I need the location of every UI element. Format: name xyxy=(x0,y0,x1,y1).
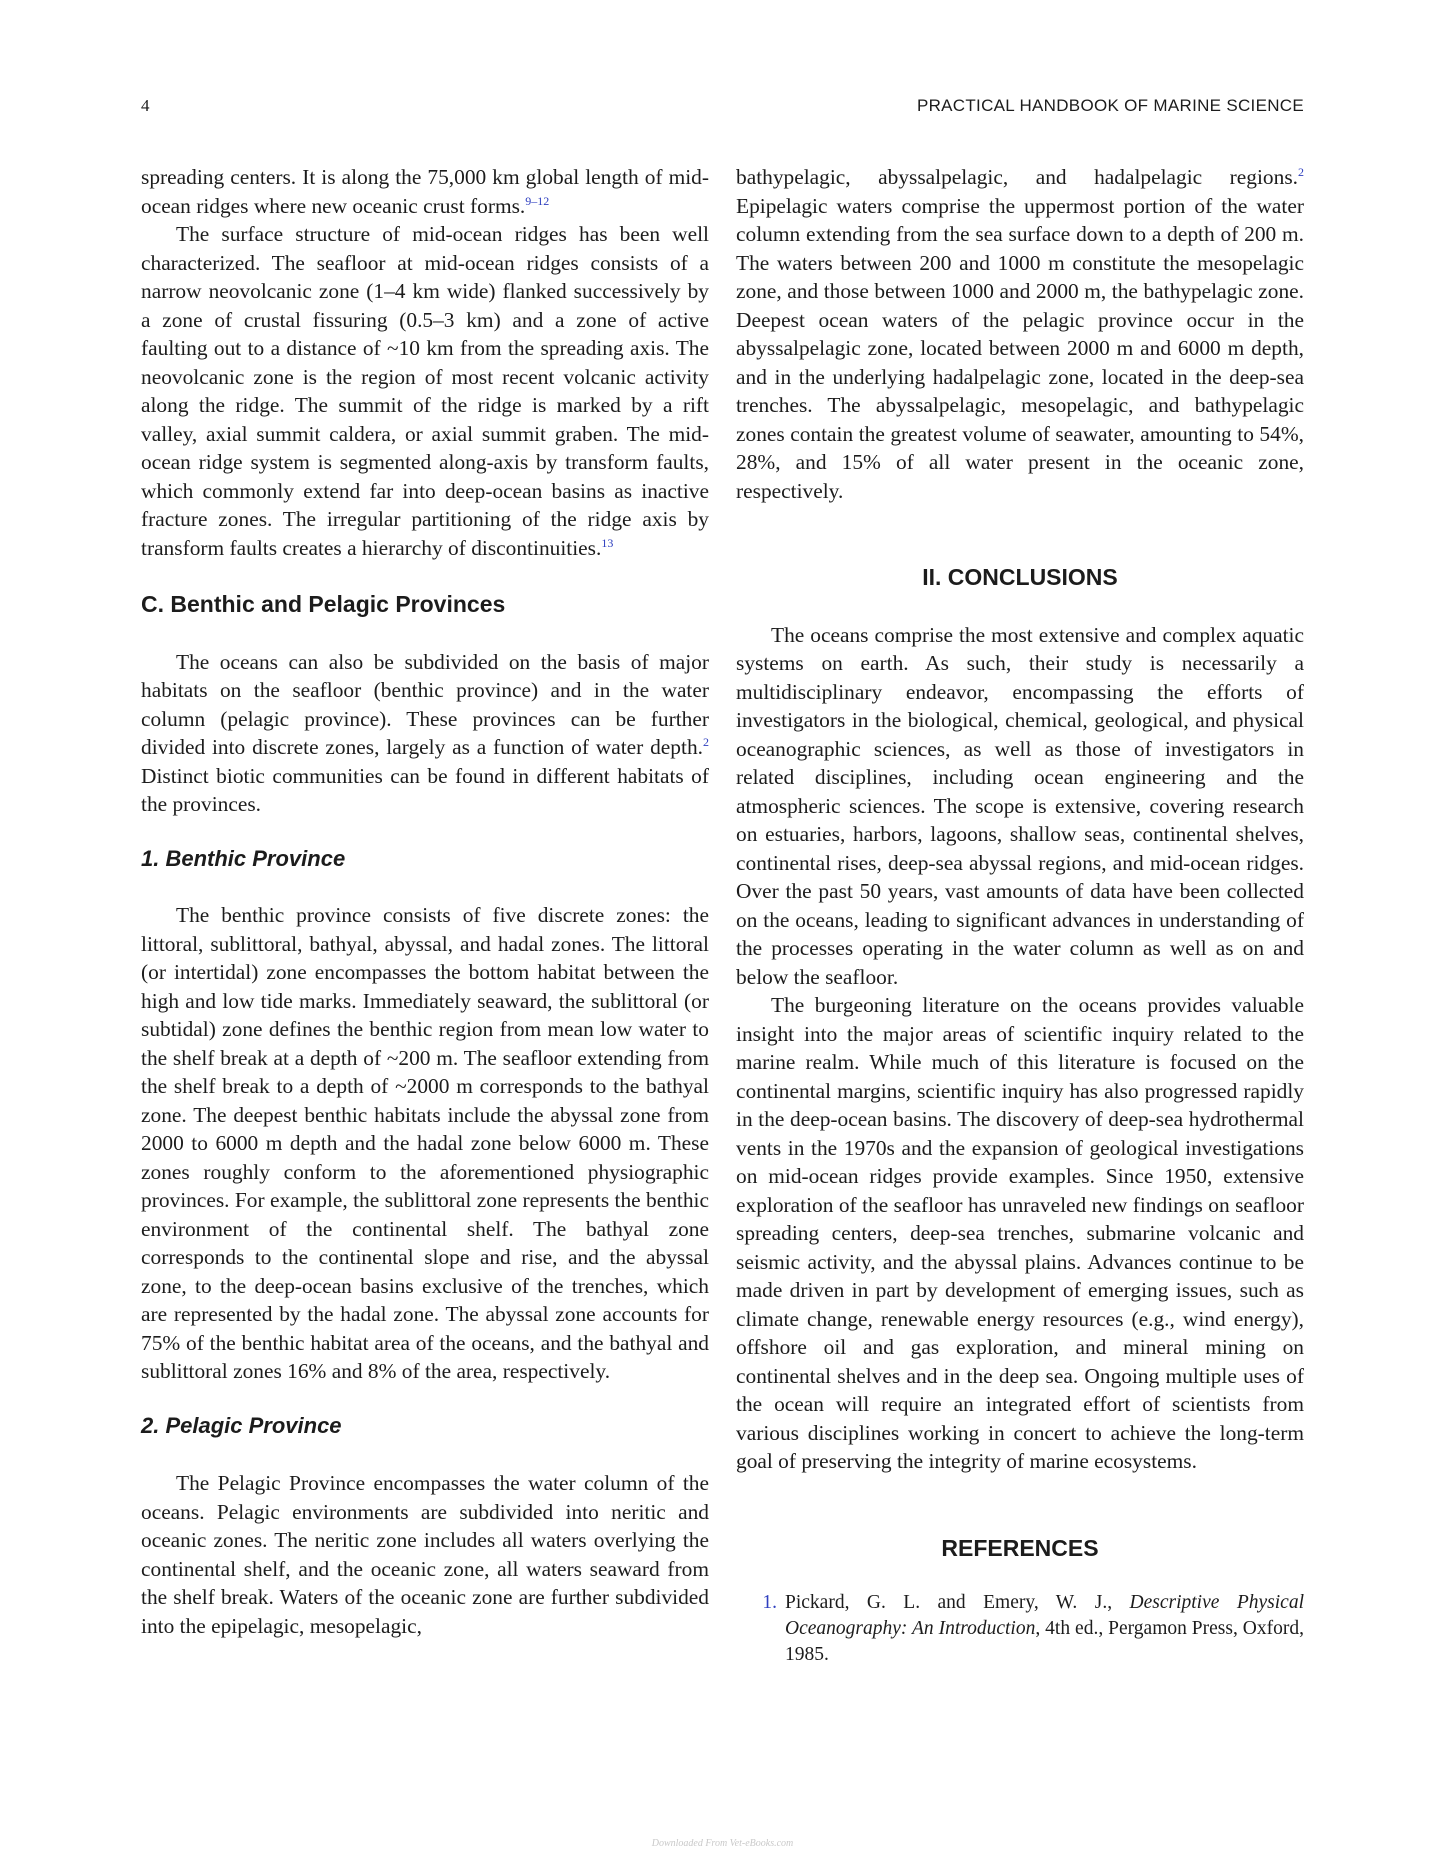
paragraph: The oceans comprise the most extensive and complex aquatic systems on earth. As such, their study is necessarily a multidisciplinary endeavor, encompassing the efforts of investigators in the biological, chemical, geological, and physical oceanographic sciences, as well as those of investigators in related disciplines, including ocean engineering and the atmospheric sciences. The scope is extensive, covering research on estuaries, harbors, lagoons, shallow seas, continental shelves, continental rises, deep-sea abyssal regions, and mid-ocean ridges. Over the past 50 years, vast amounts of data have been collected on the oceans, leading to significant advances in understanding of the processes operating in the water column as well as on and below the seafloor. xyxy=(736,622,1304,989)
paragraph: bathypelagic, abyssalpelagic, and hadalpelagic regions.$^2$ Epipelagic waters comprise the uppermost portion of the water column extending from the sea surface down to a depth of 200 m. The waters between 200 and 1000 m constitute the mesopelagic zone, and those between 1000 and 2000 m, the bathypelagic zone. Deepest ocean waters of the pelagic province occur in the abyssalpelagic zone, located between 2000 m and 6000 m depth, and in the underlying hadalpelagic zone, located in the deep-sea trenches. The abyssalpelagic, mesopelagic, and bathypelagic zones contain the greatest volume of seawater, amounting to 54%, 28%, and 15% of all water present in the oceanic zone, respectively. xyxy=(736,164,1304,503)
paragraph: The surface structure of mid-ocean ridges has been well characterized. The seafloor at mid-ocean ridges consists of a narrow neovolcanic zone (1–4 km wide) flanked successively by a zone of crustal fissuring (0.5–3 km) and a zone of active faulting out to a distance of ~10 km from the spreading axis. The neovolcanic zone is the region of most recent volcanic activity along the ridge. The summit of the ridge is marked by a rift valley, axial summit caldera, or axial summit graben. The mid-ocean ridge system is segmented along-axis by transform faults, which commonly extend far into deep-ocean basins as inactive fracture zones. The irregular partitioning of the ridge axis by transform faults creates a hierarchy of discontinuities.$^{13}$ xyxy=(141,222,709,560)
section-heading-references: REFERENCES xyxy=(941,1534,1099,1561)
right-column xyxy=(736,163,1304,1668)
page-number: 4 xyxy=(141,96,150,115)
citation-link[interactable]: 2 xyxy=(703,734,709,749)
paragraph: The oceans can also be subdivided on the basis of major habitats on the seafloor (benthic province) and in the water column (pelagic province). These provinces can be further divided into discrete zones, largely as a function of water depth.$^2$ Distinct biotic communities can be found in different habitats of the provinces. xyxy=(141,649,709,816)
reference-text: Pickard, G. L. and Emery, W. J., Descriptive Physical Oceanography: An Introduction, 4th ed., Pergamon Press, Oxford, 1985. xyxy=(785,1592,1305,1665)
paragraph: spreading centers. It is along the 75,000 km global length of mid-ocean ridges where new oceanic crust forms.$^{9-12}$ xyxy=(141,165,709,218)
subsection-heading: 1. Benthic Province xyxy=(141,845,346,871)
citation-link[interactable]: 9–12 xyxy=(525,193,550,208)
citation-link[interactable]: 2 xyxy=(1298,164,1304,179)
running-head: PRACTICAL HANDBOOK OF MARINE SCIENCE xyxy=(916,96,1304,115)
section-heading-conclusions: II. CONCLUSIONS xyxy=(922,564,1118,590)
citation-link[interactable]: 13 xyxy=(601,535,614,550)
paragraph: The burgeoning literature on the oceans provides valuable insight into the major areas of scientific inquiry related to the marine realm. While much of this literature is focused on the continental margins, scientific inquiry has also progressed rapidly in the deep-ocean basins. The discovery of deep-sea hydrothermal vents in the 1970s and the expansion of geological investigations on mid-ocean ridges provide examples. Since 1950, extensive exploration of the seafloor has unraveled new findings on seafloor spreading centers, deep-sea trenches, submarine volcanic and seismic activity, and the abyssal plains. Advances continue to be made driven in part by development of emerging issues, such as climate change, renewable energy resources (e.g., wind energy), offshore oil and gas exploration, and mineral mining on continental shelves and in the deep sea. Ongoing multiple uses of the ocean will require an integrated effort of scientists from various disciplines working in concert to achieve the long-term goal of preserving the integrity of marine ecosystems. xyxy=(736,993,1304,1473)
section-heading: C. Benthic and Pelagic Provinces xyxy=(141,591,506,617)
reference-number[interactable]: 1. xyxy=(762,1592,777,1613)
watermark: Downloaded From Vet-eBooks.com xyxy=(651,1838,794,1849)
reference-item xyxy=(736,1590,1304,1668)
paragraph: The Pelagic Province encompasses the water column of the oceans. Pelagic environments are subdivided into neritic and oceanic zones. The neritic zone includes all waters overlying the continental shelf, and the oceanic zone, all waters seaward from the shelf break. Waters of the oceanic zone are further subdivided into the epipelagic, mesopelagic, xyxy=(141,1471,709,1638)
subsection-heading: 2. Pelagic Province xyxy=(141,1412,342,1438)
paragraph: The benthic province consists of five discrete zones: the littoral, sublittoral, bathyal, abyssal, and hadal zones. The littoral (or intertidal) zone encompasses the bottom habitat between the high and low tide marks. Immediately seaward, the sublittoral (or subtidal) zone defines the benthic region from mean low water to the shelf break at a depth of ~200 m. The seafloor extending from the shelf break to a depth of ~2000 m corresponds to the bathyal zone. The deepest benthic habitats include the abyssal zone from 2000 to 6000 m depth and the hadal zone below 6000 m. These zones roughly conform to the aforementioned physiographic provinces. For example, the sublittoral zone represents the benthic environment of the continental shelf. The bathyal zone corresponds to the continental slope and rise, and the abyssal zone, to the deep-ocean basins exclusive of the trenches, which are represented by the hadal zone. The abyssal zone accounts for 75% of the benthic habitat area of the oceans, and the bathyal and sublittoral zones 16% and 8% of the area, respectively. xyxy=(141,903,709,1383)
left-column xyxy=(141,163,709,1640)
